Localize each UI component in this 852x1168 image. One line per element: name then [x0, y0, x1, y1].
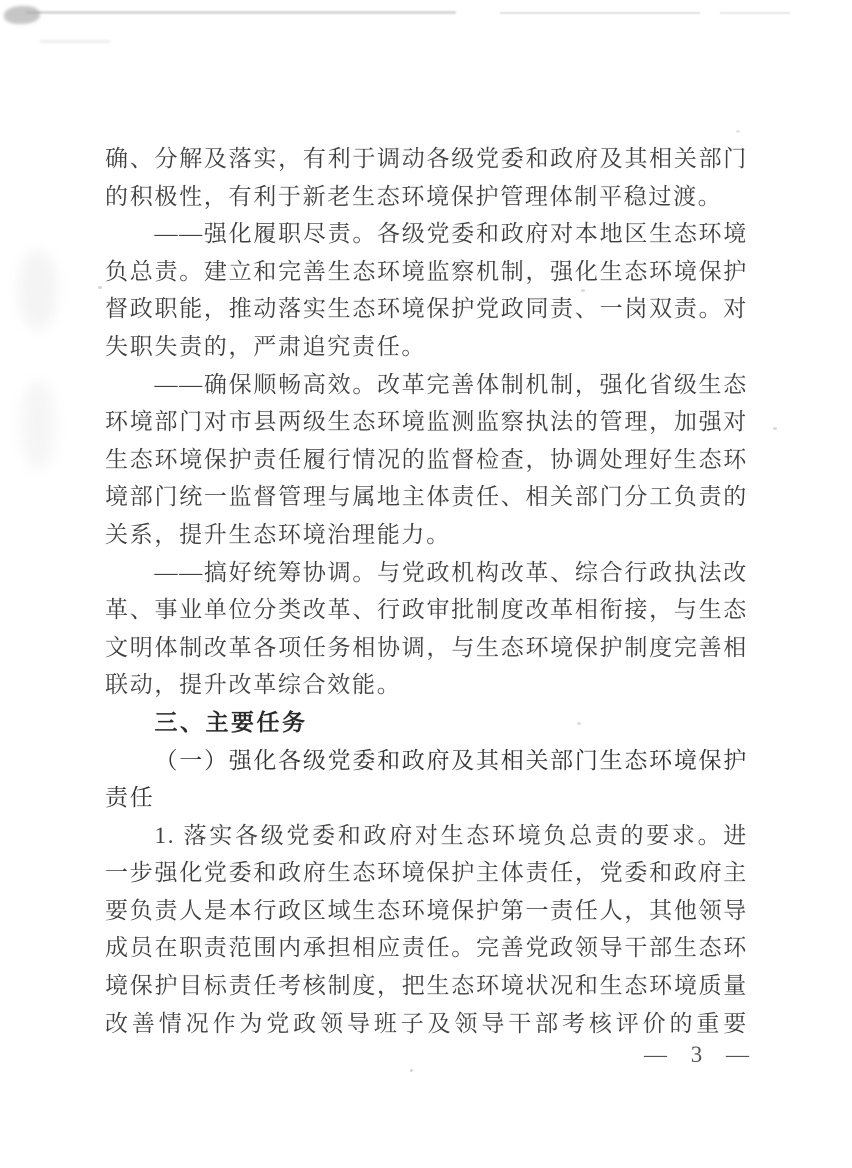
- body-line: 境部门统一监督管理与属地主体责任、相关部门分工负责的: [105, 484, 748, 510]
- body-line: 生态环境保护责任履行情况的监督检查，协调处理好生态环: [105, 446, 748, 472]
- body-line: 成员在职责范围内承担相应责任。完善党政领导干部生态环: [105, 935, 748, 961]
- body-line: 境保护目标责任考核制度，把生态环境状况和生态环境质量: [105, 973, 748, 999]
- body-line: 一步强化党委和政府生态环境保护主体责任，党委和政府主: [105, 860, 748, 886]
- body-line: ——搞好统筹协调。与党政机构改革、综合行政执法改: [154, 559, 748, 585]
- section-heading: 三、主要任务: [154, 708, 308, 735]
- subsection-heading: （一）强化各级党委和政府及其相关部门生态环境保护: [154, 747, 748, 773]
- scan-artifact-streak: [500, 12, 700, 14]
- body-line: 失职失责的，严肃追究责任。: [105, 333, 427, 359]
- body-line: 联动，提升改革综合效能。: [105, 672, 402, 698]
- body-line: 督政职能，推动落实生态环境保护党政同责、一岗双责。对: [105, 296, 748, 322]
- scan-speck: [736, 130, 740, 133]
- scan-speck: [410, 1069, 413, 1072]
- body-line: 关系，提升生态环境治理能力。: [105, 521, 451, 547]
- body-line: 环境部门对市县两级生态环境监测监察执法的管理，加强对: [105, 409, 748, 435]
- body-line: 1. 落实各级党委和政府对生态环境负总责的要求。进: [154, 822, 748, 848]
- document-text-block: [105, 140, 748, 1042]
- scan-artifact-streak: [26, 11, 456, 14]
- scan-artifact-streak: [40, 40, 110, 43]
- body-line: ——确保顺畅高效。改革完善体制机制，强化省级生态: [154, 371, 748, 397]
- scan-speck: [773, 427, 777, 430]
- body-line: 要负责人是本行政区域生态环境保护第一责任人，其他领导: [105, 897, 748, 923]
- scan-artifact-smudge: [18, 250, 58, 330]
- scan-artifact-streak: [720, 12, 790, 14]
- body-line: 负总责。建立和完善生态环境监察机制，强化生态环境保护: [105, 258, 748, 284]
- subsection-heading: 责任: [105, 785, 155, 811]
- body-line: ——强化履职尽责。各级党委和政府对本地区生态环境: [154, 221, 748, 247]
- scan-speck: [98, 286, 102, 289]
- body-line: 文明体制改革各项任务相协调，与生态环境保护制度完善相: [105, 634, 748, 660]
- body-line: 确、分解及落实，有利于调动各级党委和政府及其相关部门: [105, 146, 748, 171]
- page-number: — 3 —: [644, 1042, 758, 1067]
- body-line: 革、事业单位分类改革、行政审批制度改革相衔接，与生态: [105, 597, 748, 623]
- body-line: 改善情况作为党政领导班子及领导干部考核评价的重要: [105, 1010, 748, 1036]
- scan-artifact-blob: [4, 6, 40, 24]
- scan-artifact-smudge: [20, 380, 56, 470]
- body-line: 的积极性，有利于新老生态环境保护管理体制平稳过渡。: [105, 183, 723, 209]
